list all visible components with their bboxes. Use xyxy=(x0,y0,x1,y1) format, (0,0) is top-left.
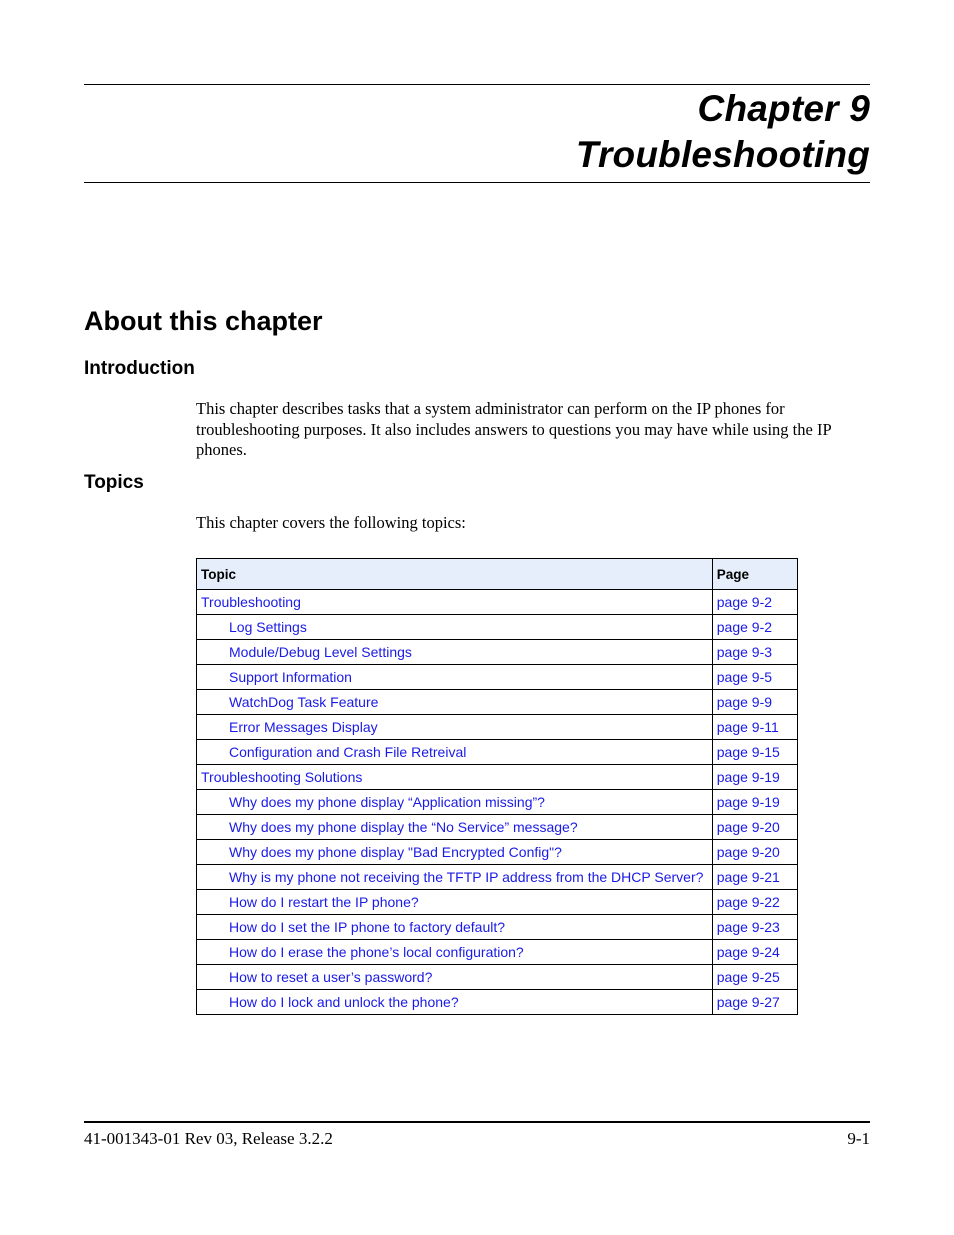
topic-link[interactable]: Module/Debug Level Settings xyxy=(197,640,713,665)
topic-link[interactable]: Support Information xyxy=(197,665,713,690)
title-rule xyxy=(84,182,870,183)
table-row xyxy=(197,690,798,715)
page-link[interactable]: page 9-2 xyxy=(712,615,797,640)
page-link[interactable]: page 9-11 xyxy=(712,715,797,740)
section-heading: About this chapter xyxy=(84,306,323,336)
table-row xyxy=(197,665,798,690)
table-row xyxy=(197,715,798,740)
table-row xyxy=(197,590,798,615)
chapter-name: Troubleshooting xyxy=(575,134,870,175)
topics-table xyxy=(196,558,798,1015)
topic-link[interactable]: Error Messages Display xyxy=(197,715,713,740)
top-rule xyxy=(84,84,870,85)
topics-table-body xyxy=(197,590,798,1015)
topic-link[interactable]: Troubleshooting xyxy=(197,590,713,615)
table-row xyxy=(197,965,798,990)
page-link[interactable]: page 9-5 xyxy=(712,665,797,690)
page-link[interactable]: page 9-22 xyxy=(712,890,797,915)
page-column-header: Page xyxy=(712,559,797,590)
footer-doc-id: 41-001343-01 Rev 03, Release 3.2.2 xyxy=(84,1129,333,1148)
page-link[interactable]: page 9-25 xyxy=(712,965,797,990)
footer-page-number: 9-1 xyxy=(847,1129,870,1148)
table-row xyxy=(197,915,798,940)
table-row xyxy=(197,990,798,1015)
page-link[interactable]: page 9-3 xyxy=(712,640,797,665)
table-row xyxy=(197,740,798,765)
topic-link[interactable]: How do I restart the IP phone? xyxy=(197,890,713,915)
page-link[interactable]: page 9-27 xyxy=(712,990,797,1015)
footer-rule xyxy=(84,1121,870,1123)
chapter-number: Chapter 9 xyxy=(697,88,870,129)
page-link[interactable]: page 9-19 xyxy=(712,790,797,815)
introduction-heading: Introduction xyxy=(84,358,195,379)
page-link[interactable]: page 9-9 xyxy=(712,690,797,715)
page-link[interactable]: page 9-21 xyxy=(712,865,797,890)
topic-link[interactable]: Why does my phone display “Application missing”? xyxy=(197,790,713,815)
table-row xyxy=(197,865,798,890)
topic-link[interactable]: How do I lock and unlock the phone? xyxy=(197,990,713,1015)
topics-text: This chapter covers the following topics: xyxy=(196,513,466,532)
topic-link[interactable]: Why is my phone not receiving the TFTP IP address from the DHCP Server? xyxy=(197,865,713,890)
chapter-title xyxy=(576,86,870,178)
topic-link[interactable]: Why does my phone display "Bad Encrypted Config"? xyxy=(197,840,713,865)
table-row xyxy=(197,815,798,840)
page-link[interactable]: page 9-20 xyxy=(712,815,797,840)
table-row xyxy=(197,840,798,865)
topic-link[interactable]: Configuration and Crash File Retreival xyxy=(197,740,713,765)
page-link[interactable]: page 9-23 xyxy=(712,915,797,940)
topic-link[interactable]: WatchDog Task Feature xyxy=(197,690,713,715)
table-row xyxy=(197,790,798,815)
topic-column-header: Topic xyxy=(197,559,713,590)
page-link[interactable]: page 9-19 xyxy=(712,765,797,790)
topic-link[interactable]: Why does my phone display the “No Service” message? xyxy=(197,815,713,840)
topic-link[interactable]: Troubleshooting Solutions xyxy=(197,765,713,790)
topic-link[interactable]: Log Settings xyxy=(197,615,713,640)
introduction-text: This chapter describes tasks that a system administrator can perform on the IP phones for troubleshooting purposes. It also includes answers to questions you may have while using the IP phones. xyxy=(196,399,832,459)
table-row xyxy=(197,890,798,915)
table-row xyxy=(197,615,798,640)
table-header-row xyxy=(197,559,798,590)
page-link[interactable]: page 9-20 xyxy=(712,840,797,865)
table-row xyxy=(197,765,798,790)
table-row xyxy=(197,940,798,965)
page-link[interactable]: page 9-15 xyxy=(712,740,797,765)
topic-link[interactable]: How do I set the IP phone to factory default? xyxy=(197,915,713,940)
topic-link[interactable]: How do I erase the phone’s local configuration? xyxy=(197,940,713,965)
topic-link[interactable]: How to reset a user’s password? xyxy=(197,965,713,990)
table-row xyxy=(197,640,798,665)
page-link[interactable]: page 9-2 xyxy=(712,590,797,615)
topics-heading: Topics xyxy=(84,472,144,493)
page-link[interactable]: page 9-24 xyxy=(712,940,797,965)
